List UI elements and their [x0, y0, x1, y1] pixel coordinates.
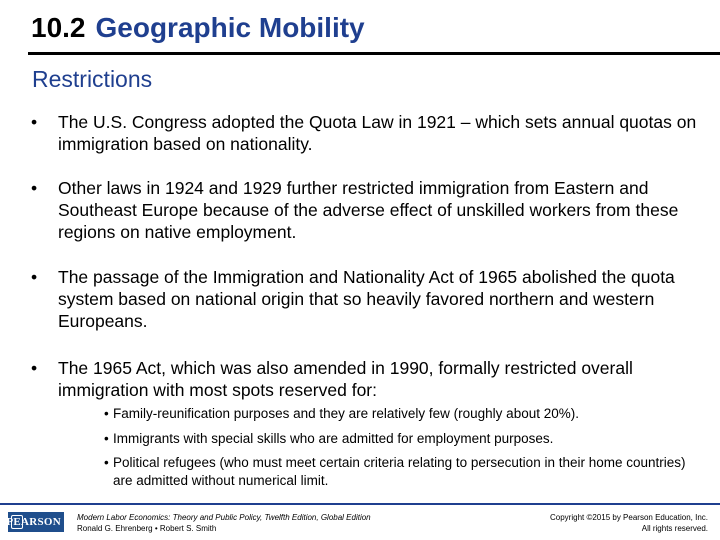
bullet-item [31, 177, 711, 243]
sub-bullet-marker: • [104, 455, 109, 470]
bullet-text: The U.S. Congress adopted the Quota Law in 1921 – which sets annual quotas on immigration based on nationality. [58, 112, 697, 154]
pearson-logo [8, 512, 64, 532]
book-authors: Ronald G. Ehrenberg • Robert S. Smith [77, 524, 217, 533]
section-title: Geographic Mobility [95, 12, 365, 43]
bullet-text: Other laws in 1924 and 1929 further restricted immigration from Eastern and Southeast Europe because of the adverse effect of unskilled workers from these regions on native employment. [58, 178, 679, 242]
bullet-item [31, 266, 711, 332]
slide-subtitle: Restrictions [32, 66, 153, 92]
footer-citation [77, 512, 371, 534]
logo-mark-icon [11, 515, 23, 529]
bullet-text: The passage of the Immigration and Nationality Act of 1965 abolished the quota system based on national origin that so heavily favored northern and western Europeans. [58, 267, 675, 331]
sub-bullet-marker: • [104, 431, 109, 446]
footer-copyright [550, 512, 708, 534]
bullet-marker: • [31, 358, 38, 378]
logo-text: PEARSON [6, 516, 61, 528]
sub-bullet-item [104, 405, 704, 423]
book-title: Modern Labor Economics: Theory and Public Policy, Twelfth Edition, Global Edition [77, 513, 371, 522]
section-number: 10.2 [31, 12, 86, 43]
sub-bullet-text: Family-reunification purposes and they are relatively few (roughly about 20%). [113, 406, 579, 421]
bullet-item [31, 111, 711, 155]
sub-bullet-marker: • [104, 406, 109, 421]
slide-title [31, 12, 365, 44]
sub-bullet-item [104, 430, 704, 448]
sub-bullet-text: Political refugees (who must meet certain criteria relating to persecution in their home countries) are admitted without numerical limit. [113, 455, 686, 488]
rights-text: All rights reserved. [641, 524, 708, 533]
title-divider [28, 52, 720, 55]
sub-bullet-text: Immigrants with special skills who are admitted for employment purposes. [113, 431, 554, 446]
footer-divider [0, 503, 720, 505]
bullet-marker: • [31, 112, 38, 132]
bullet-item [31, 357, 711, 401]
copyright-text: Copyright ©2015 by Pearson Education, Inc. [550, 513, 708, 522]
sub-bullet-item [104, 454, 704, 490]
bullet-marker: • [31, 178, 38, 198]
bullet-text: The 1965 Act, which was also amended in 1990, formally restricted overall immigration with most spots reserved for: [58, 358, 633, 400]
bullet-marker: • [31, 267, 38, 287]
